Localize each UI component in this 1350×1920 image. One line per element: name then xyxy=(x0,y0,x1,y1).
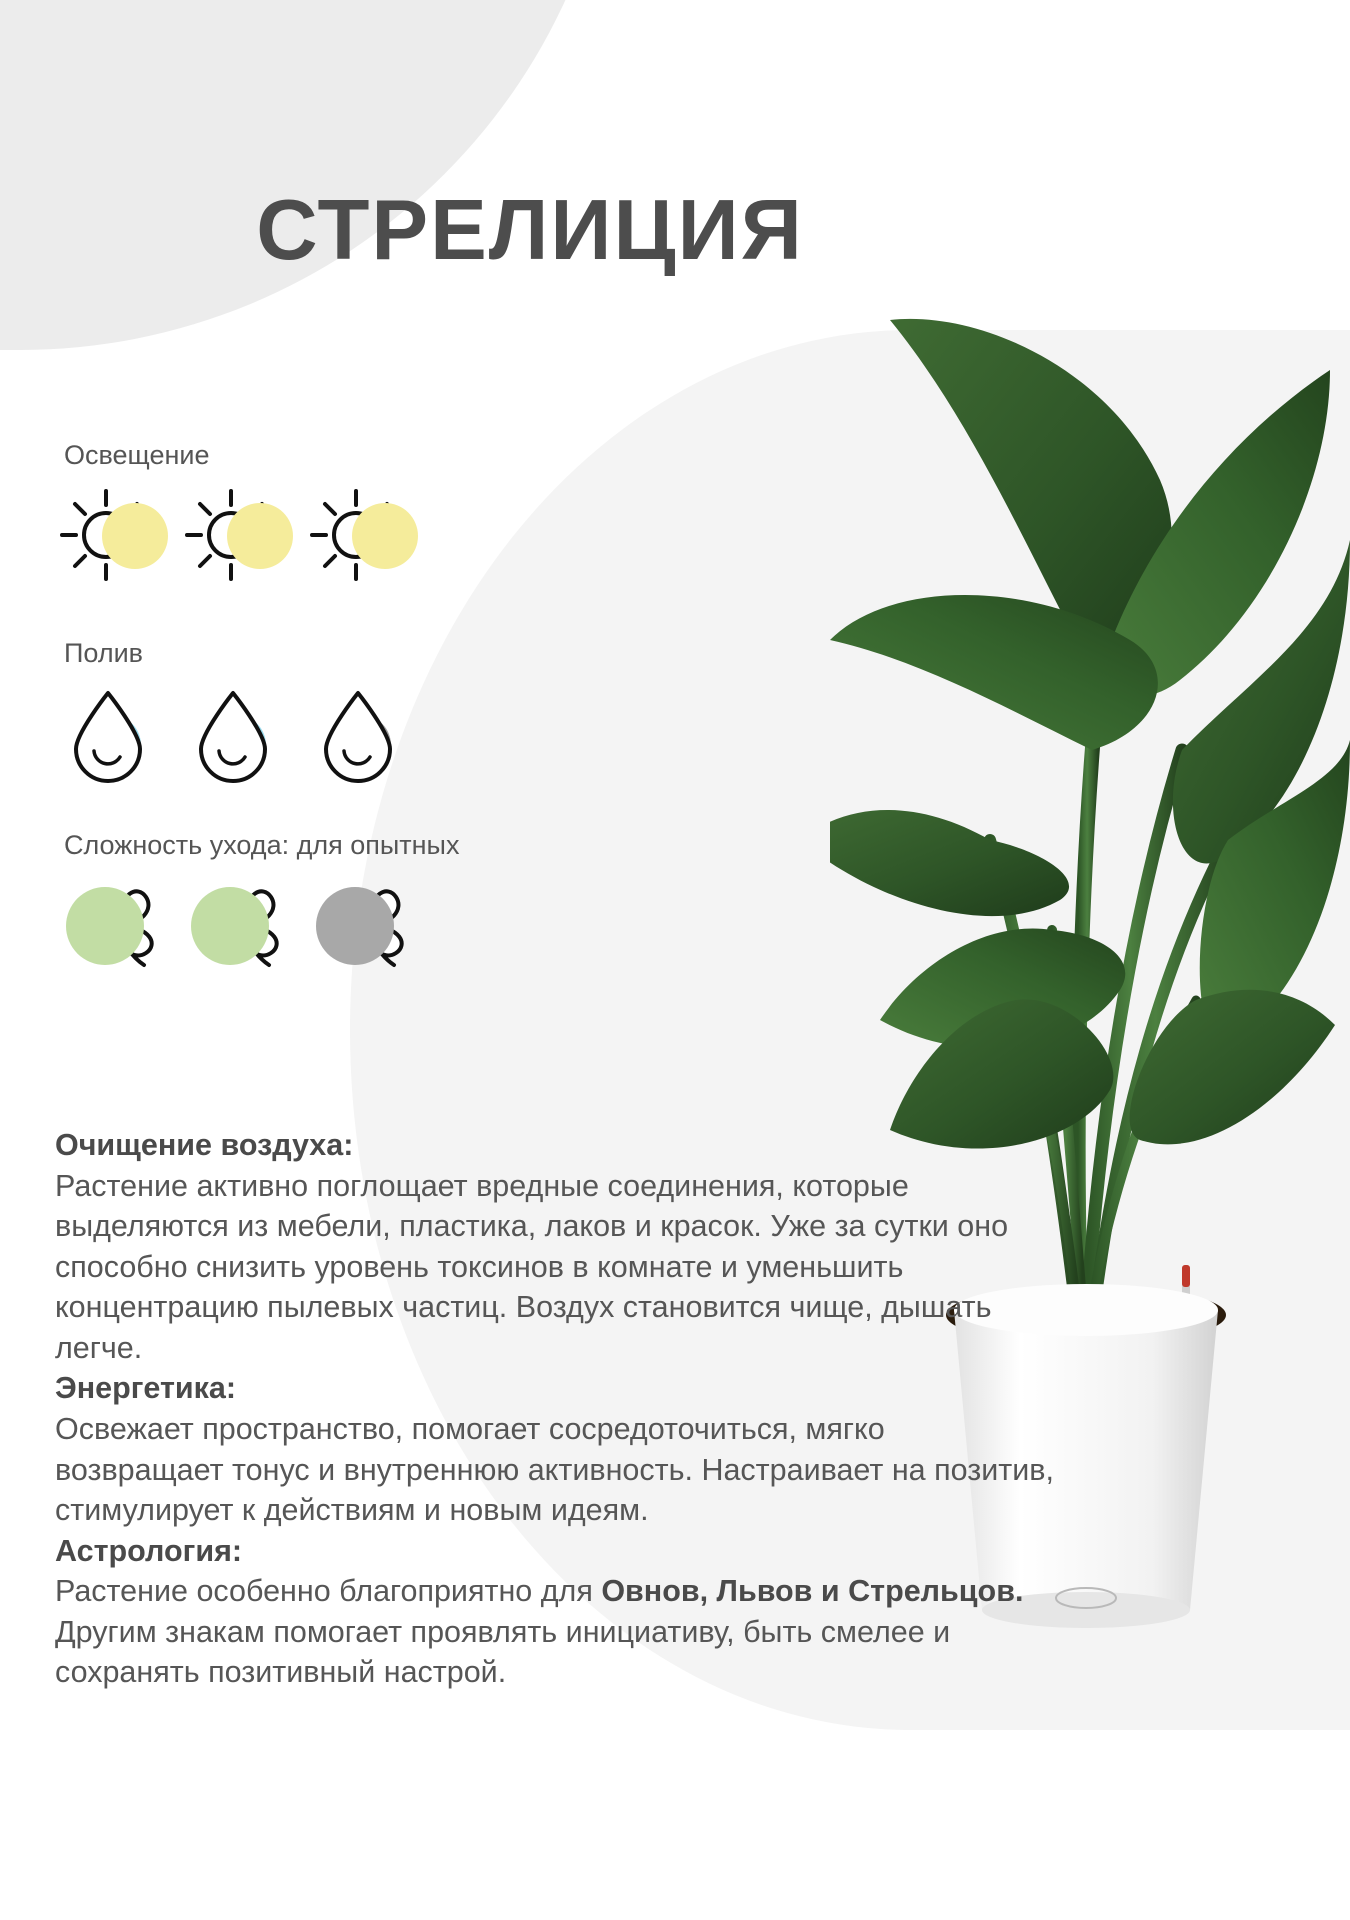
energy-text: Освежает пространство, помогает сосредоточиться, мягко возвращает тонус и внутреннюю активность. Настраивает на позитив, стимулирует к действиям и новым идеям. xyxy=(55,1411,1054,1528)
care-icon-row xyxy=(58,873,459,978)
sun-icon-3 xyxy=(308,483,433,588)
clover-icon-1 xyxy=(58,873,183,978)
description-block xyxy=(55,1125,1055,1693)
sun-icon-2 xyxy=(183,483,308,588)
light-section-label: Освещение xyxy=(64,440,210,470)
water-drop-icon-2 xyxy=(183,681,308,786)
water-drop-icon-3 xyxy=(308,681,433,786)
astrology-text-part2: Другим знакам помогает проявлять инициативу, быть смелее и сохранять позитивный настрой. xyxy=(55,1614,951,1690)
page-title: СТРЕЛИЦИЯ xyxy=(256,183,804,278)
energy-heading: Энергетика: xyxy=(55,1371,237,1406)
clover-icon-3 xyxy=(308,873,433,978)
care-section xyxy=(58,830,459,978)
air-purification-text: Растение активно поглощает вредные соединения, которые выделяются из мебели, пластика, лаков и красок. Уже за сутки оно способно снизить уровень токсинов в комнате и уменьшить концентрацию пылевых частиц. Воздух становится чище, дышать легче. xyxy=(55,1168,1009,1365)
sun-icon-1 xyxy=(58,483,183,588)
water-drop-icon-1 xyxy=(58,681,183,786)
water-section xyxy=(58,638,433,786)
light-icon-row xyxy=(58,483,433,588)
water-section-label: Полив xyxy=(64,638,144,668)
clover-icon-2 xyxy=(183,873,308,978)
astrology-heading: Астрология: xyxy=(55,1533,243,1568)
care-section-label: Сложность ухода: для опытных xyxy=(64,830,460,860)
astrology-signs: Овнов, Львов и Стрельцов. xyxy=(601,1574,1024,1609)
light-section xyxy=(58,440,433,588)
water-icon-row xyxy=(58,681,433,786)
air-purification-heading: Очищение воздуха: xyxy=(55,1128,354,1162)
astrology-text-part1: Растение особенно благоприятно для xyxy=(55,1574,602,1609)
background-shape-top xyxy=(0,0,620,350)
astrology-text xyxy=(55,1571,1055,1693)
